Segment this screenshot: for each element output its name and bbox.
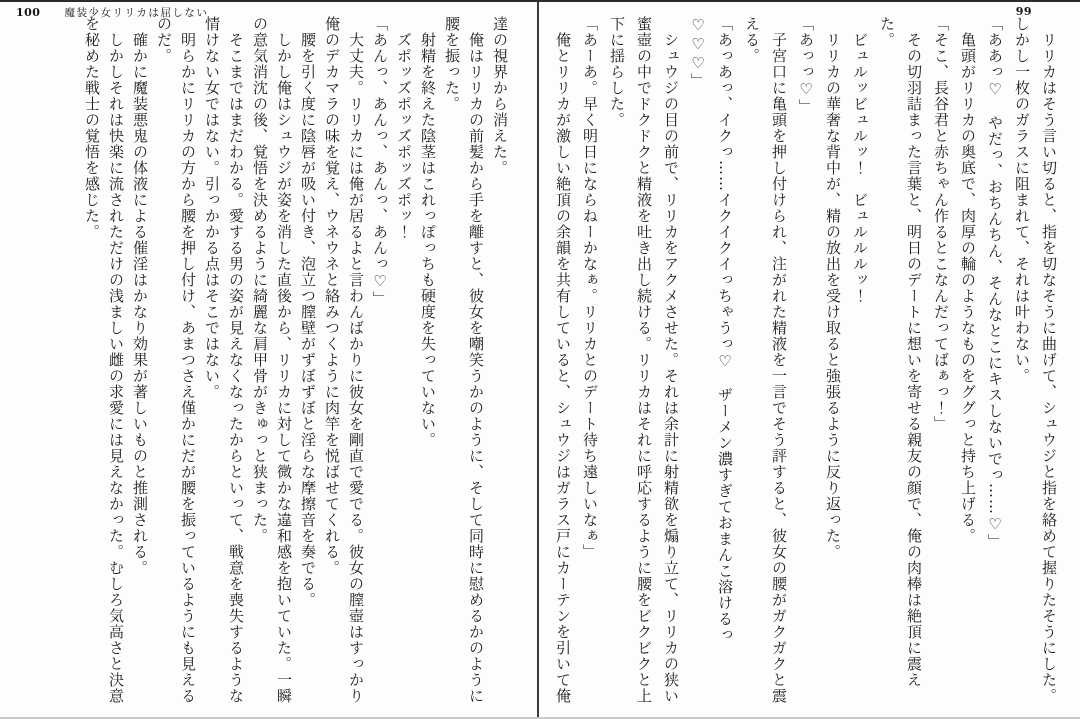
top-border: [0, 0, 1080, 2]
paragraph: 子宮口に亀頭を押し付けられ、注がれた精液を一言でそう評すると、彼女の腰がガクガクと震える。: [743, 16, 788, 704]
paragraph: 大丈夫。リリカには俺が居るよと言わんばかりに彼女を剛直で愛でる。彼女の膣壺はすっかり俺のデカマラの味を覚え、ウネウネと絡みつくように肉竿を悦ばせてくれる。: [323, 16, 365, 704]
paragraph: 腰を引く度に陰唇が吸い付き、泡立つ膣壁がずぼずぼと淫らな摩擦音を奏でる。: [299, 32, 317, 608]
paragraph: 射精を終えた陰茎はこれっぽっちも硬度を失っていない。: [419, 32, 437, 448]
paragraph: 「あーあ。早く明日にならねーかなぁ。リリカとのデート待ち遠しいなぁ」: [581, 16, 599, 560]
paragraph: その切羽詰まった言葉と、明日のデートに想いを寄せる親友の顔で、俺の肉棒は絶頂に震えた。: [878, 16, 923, 688]
paragraph: 「あんっ、あんっ、あんっ、あんっ♡」: [371, 16, 389, 307]
paragraph: しかしそれは快楽に流されただけの浅ましい雌の求愛には見えなかった。むしろ気高さと決意を秘めた戦士の覚悟を感じた。: [83, 16, 125, 704]
paragraph: 「そこ、長谷君と赤ちゃん作るとこなんだってばぁっ！」: [932, 16, 950, 432]
paragraph: 俺とリリカが激しい絶頂の余韻を共有していると、シュウジはガラス戸にカーテンを引いて俺: [554, 32, 572, 704]
page-text-left: [20, 16, 512, 704]
paragraph: 俺はリリカの前髪から手を離すと、彼女を嘲笑うかのように、そして同時に慰めるかのように腰を振った。: [443, 16, 485, 704]
running-title: 魔装少女リリカは屈しない: [64, 7, 209, 19]
paragraph: しかし一枚のガラスに阻まれて、それは叶わない。: [1013, 16, 1031, 384]
paragraph: 「あっあっ、イクっ……イクイクイっちゃうっ♡ ザーメン濃すぎておまんこ溶けるっ♡♡♡」: [689, 16, 734, 643]
paragraph: 明らかにリリカの方から腰を押し付け、あまつさえ僅かにだが腰を振っているようにも見えるのだ。: [155, 16, 197, 704]
book-page-left[interactable]: [0, 0, 537, 719]
paragraph: ビュルッビュルッ！ ビュルルルッ！: [851, 32, 869, 304]
paragraph: シュウジの目の前で、リリカをアクメさせた。それは余計に射精欲を煽り立て、リリカの狭い蜜壺の中でドクドクと精液を吐き出し続ける。リリカはそれに呼応するように腰をビクビクと上下に揺らした。: [608, 16, 680, 704]
page-text-right: [554, 16, 1062, 704]
paragraph: しかし俺はシュウジが姿を消した直後から、リリカに対して微かな違和感を抱いていた。一瞬の意気消沈の後、覚悟を決めるように綺麗な肩甲骨がきゅっと狭まった。: [251, 16, 293, 704]
paragraph: 亀頭がリリカの奥底で、肉厚の輪のようなものをググっと持ち上げる。: [959, 32, 977, 544]
paragraph: リリカの華奢な背中が、精の放出を受け取ると強張るように反り返った。: [824, 32, 842, 560]
page-divider: [537, 0, 539, 719]
paragraph: 「ああっ♡ やだっ、おちんちん、そんなとこにキスしないでっ……♡」: [986, 16, 1004, 550]
page-number-left: 100: [16, 6, 41, 19]
paragraph: 達の視界から消えた。: [491, 16, 509, 176]
paragraph: そこまではまだわかる。愛する男の姿が見えなくなったからといって、戦意を喪失するような情けない女ではない。引っかかる点はそこではない。: [203, 16, 245, 704]
paragraph: 確かに魔装悪鬼の体液による催淫はかなり効果が著しいものと推測される。: [131, 32, 149, 576]
paragraph: ズポッズポッズポッズポッ！: [395, 32, 413, 240]
paragraph: リリカはそう言い切ると、指を切なそうに曲げて、シュウジと指を絡めて握りたそうにした。: [1040, 32, 1058, 704]
page-number-right: 99: [1015, 5, 1032, 18]
paragraph: 「あっっ♡」: [797, 16, 815, 115]
book-page-right[interactable]: [539, 0, 1080, 719]
